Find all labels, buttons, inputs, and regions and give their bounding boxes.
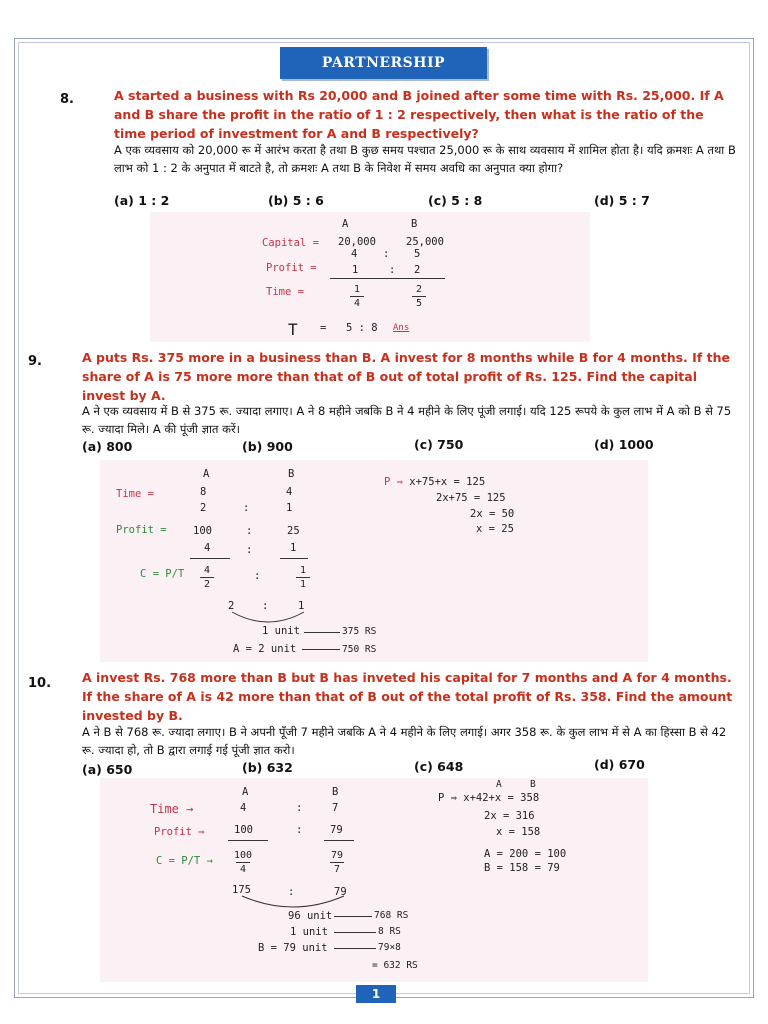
option-b: (b) 5 : 6 <box>268 193 324 208</box>
option-c: (c) 648 <box>414 759 464 774</box>
profit-equation-line: P ⇒ x+75+x = 125 <box>384 476 486 488</box>
question-number: 9. <box>28 354 42 369</box>
unit-row-left: B = 79 unit <box>258 942 328 954</box>
time-b: 4 <box>286 486 293 498</box>
question-text-english: A puts Rs. 375 more in a business than B. A invest for 8 months while B for 4 months. If the share of A is 75 more more than that of B out of total profit of Rs. 125. Find the capital invest by A. <box>82 350 730 403</box>
unit-row-right: 750 RS <box>342 644 377 655</box>
question-text-hindi: A ने B से 768 रू. ज्यादा लगाए। B ने अपनी पूँजी 7 महीने जबकि A ने 4 महीने के लिए लगाई। अगर 358 रू. के कुल लाभ में से A का हिस्सा B से 42 रू. ज्यादा हो, तो B द्वारा लगाई गई पूंजी ज्ञात करो। <box>82 725 727 757</box>
ratio-a: 2 <box>228 600 235 612</box>
colon: : <box>254 570 261 582</box>
arrow-line <box>302 649 340 650</box>
unit-row-left: 96 unit <box>288 910 333 922</box>
question-text-english: A invest Rs. 768 more than B but B has inveted his capital for 7 months and A for 4 months. If the share of A is 42 more than that of B out of the total profit of Rs. 358. Find the amount invested by B. <box>82 670 733 723</box>
unit-row-left: 1 unit <box>262 625 300 637</box>
time-a: 4 <box>240 802 247 814</box>
option-b: (b) 900 <box>242 439 293 454</box>
option-d: (d) 5 : 7 <box>594 193 650 208</box>
time-b-fraction: 2 5 <box>412 284 426 309</box>
col-b-head: B <box>288 468 295 480</box>
time-b-reduced: 1 <box>286 502 293 514</box>
profit-label: Profit = <box>116 524 167 536</box>
profit-equation-line: x = 25 <box>476 523 514 535</box>
capital-a-fraction: 100 4 <box>234 850 253 875</box>
option-a: (a) 650 <box>82 762 133 777</box>
colon: : <box>246 525 253 537</box>
col-a-head: A <box>496 779 502 790</box>
profit-a-reduced: 4 <box>204 542 211 554</box>
result-ratio: 5 : 8 <box>346 322 378 334</box>
arrow-line <box>334 932 376 933</box>
option-a: (a) 800 <box>82 439 133 454</box>
divider-line <box>324 840 354 841</box>
ratio-a: 175 <box>232 884 251 896</box>
option-d: (d) 670 <box>594 757 645 772</box>
option-d: (d) 1000 <box>594 437 654 452</box>
profit-equation-line: 2x = 50 <box>470 508 515 520</box>
colon: : <box>243 502 250 514</box>
time-a: 8 <box>200 486 207 498</box>
capital-formula-label: C = P/T <box>140 568 185 580</box>
unit-row-right: 768 RS <box>374 910 409 921</box>
time-b: 7 <box>332 802 339 814</box>
capital-a-reduced: 4 <box>351 248 358 260</box>
unit-result: = 632 RS <box>372 960 418 971</box>
question-text-hindi: A एक व्यवसाय को 20,000 रू में आरंभ करता है तथा B कुछ समय पश्चात 25,000 रू के साथ व्यवसाय में शामिल होता है। यदि क्रमशः A तथा B लाभ को 1 : 2 के अनुपात में बाटते है, तो क्रमशः A तथा B के निवेश में समय अवधि का अनुपात क्या होगा? <box>114 143 736 175</box>
capital-b-fraction: 79 7 <box>330 850 344 875</box>
col-b-head: B <box>530 779 536 790</box>
profit-b: 79 <box>330 824 343 836</box>
option-c: (c) 5 : 8 <box>428 193 483 208</box>
ratio-b: 79 <box>334 886 347 898</box>
colon: : <box>288 886 295 898</box>
question-text-hindi: A ने एक व्यवसाय में B से 375 रू. ज्यादा लगाए। A ने 8 महीने जबकि B ने 4 महीने के लिए पूंजी लगाई। यदि 125 रूपये के कुल लाभ में A को B से 75 रू. ज्यादा मिले। A की पूंजी ज्ञात करें। <box>82 404 732 436</box>
colon: : <box>246 544 253 556</box>
arrow-line <box>334 948 376 949</box>
colon: : <box>383 248 390 260</box>
profit-equation-line: P ⇒ x+42+x = 358 <box>438 792 540 804</box>
profit-equation-line: 2x+75 = 125 <box>436 492 506 504</box>
profit-a: 100 <box>234 824 253 836</box>
colon: : <box>262 600 269 612</box>
time-a-reduced: 2 <box>200 502 207 514</box>
unit-row-right: 375 RS <box>342 626 377 637</box>
unit-row-left: 1 unit <box>290 926 328 938</box>
profit-a: 100 <box>193 525 212 537</box>
profit-equation-line: A = 200 = 100 <box>484 848 567 860</box>
option-c: (c) 750 <box>414 437 464 452</box>
capital-b-fraction: 1 1 <box>296 565 310 590</box>
col-b-head: B <box>332 786 339 798</box>
time-label: Time → <box>150 802 194 816</box>
option-a: (a) 1 : 2 <box>114 193 170 208</box>
profit-equation-line: x = 158 <box>496 826 541 838</box>
profit-equation-line: 2x = 316 <box>484 810 535 822</box>
unit-row-right: 8 RS <box>378 926 401 937</box>
divider-line <box>228 840 268 841</box>
time-label: Time = <box>266 286 304 298</box>
divider-line <box>190 558 230 559</box>
colon: : <box>296 824 303 836</box>
colon: : <box>296 802 303 814</box>
profit-equation-line: B = 158 = 79 <box>484 862 560 874</box>
capital-a: 20,000 <box>338 236 376 248</box>
arrow-line <box>334 916 372 917</box>
answer-mark: Ans <box>393 323 410 333</box>
unit-row-right: 79×8 <box>378 942 401 953</box>
capital-formula-label: C = P/T → <box>156 855 213 867</box>
capital-b: 25,000 <box>406 236 444 248</box>
result-equals: = <box>320 322 327 334</box>
profit-label: Profit ⇒ <box>154 826 205 838</box>
result-t: T <box>288 320 298 339</box>
option-b: (b) 632 <box>242 760 293 775</box>
question-number: 10. <box>28 676 52 691</box>
profit-b-reduced: 1 <box>290 542 297 554</box>
time-a-fraction: 1 4 <box>350 284 364 309</box>
page-number: 1 <box>356 985 396 1003</box>
profit-b: 2 <box>414 264 421 276</box>
divider-line <box>330 278 445 279</box>
arrow-line <box>304 632 340 633</box>
capital-a-fraction: 4 2 <box>200 565 214 590</box>
ratio-b: 1 <box>298 600 305 612</box>
col-a-head: A <box>342 218 349 230</box>
page-title: PARTNERSHIP <box>280 47 487 79</box>
profit-a: 1 <box>352 264 359 276</box>
profit-label: Profit = <box>266 262 317 274</box>
question-number: 8. <box>60 92 74 107</box>
unit-row-left: A = 2 unit <box>233 643 297 655</box>
time-label: Time = <box>116 488 154 500</box>
col-b-head: B <box>411 218 418 230</box>
capital-label: Capital = <box>262 237 319 249</box>
divider-line <box>280 558 308 559</box>
question-text-english: A started a business with Rs 20,000 and B joined after some time with Rs. 25,000. If A and B share the profit in the ratio of 1 : 2 respectively, then what is the ratio of the time period of investment for A and B respectively? <box>114 88 724 141</box>
col-a-head: A <box>242 786 249 798</box>
col-a-head: A <box>203 468 210 480</box>
capital-b-reduced: 5 <box>414 248 421 260</box>
colon: : <box>389 264 396 276</box>
profit-b: 25 <box>287 525 300 537</box>
